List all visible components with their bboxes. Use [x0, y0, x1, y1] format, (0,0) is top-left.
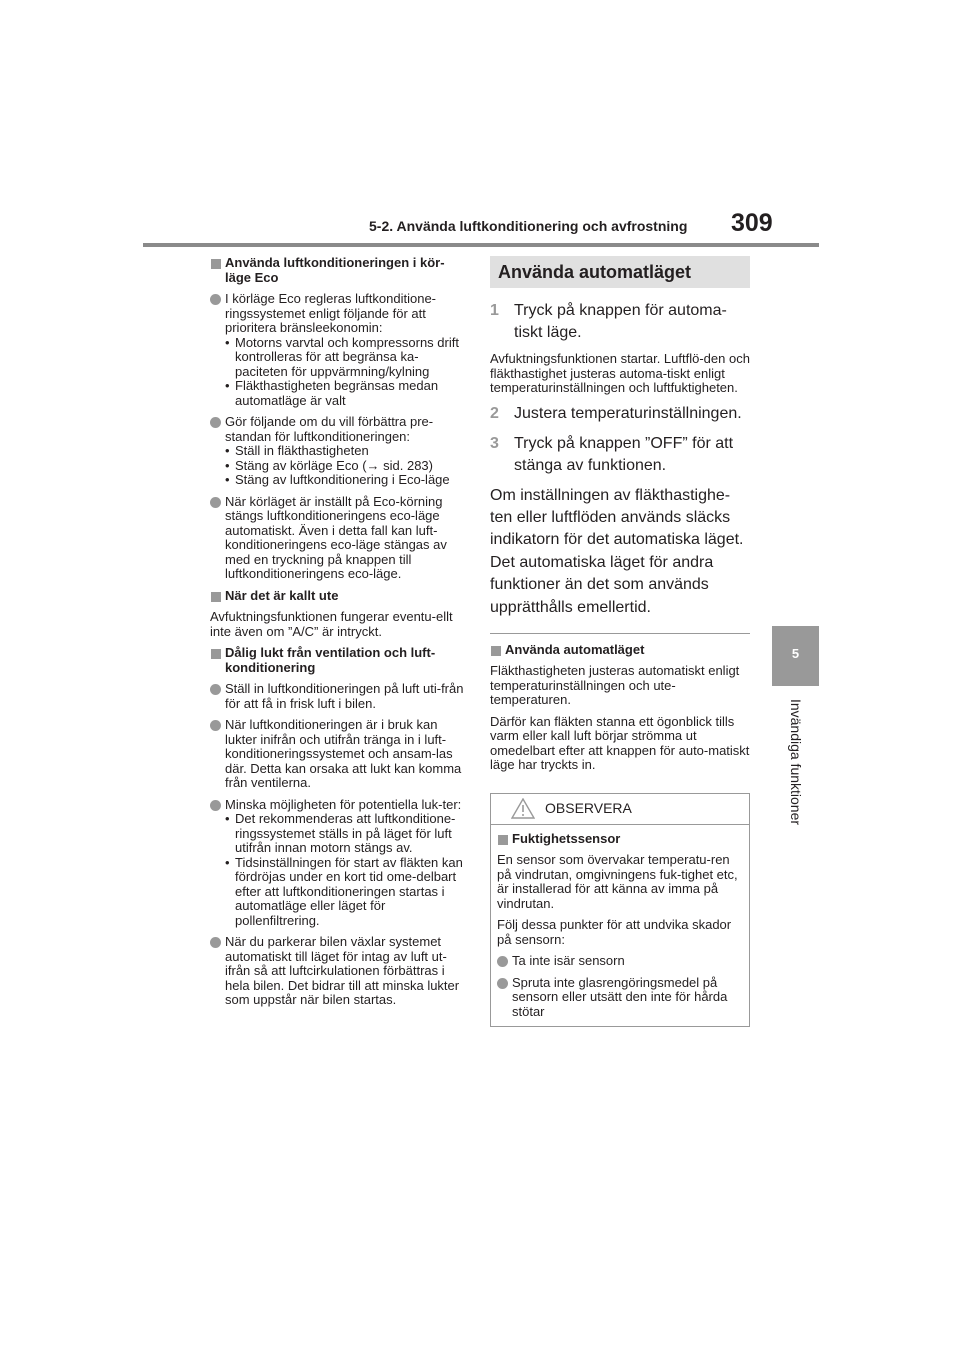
square-bullet-icon [491, 646, 501, 656]
circle-bullet-icon [210, 937, 221, 948]
square-bullet-icon [211, 592, 221, 602]
section-title: 5-2. Använda luftkonditionering och avfrostning [369, 218, 688, 234]
step-1: 1 Tryck på knappen för automa-tiskt läge. [490, 302, 727, 341]
auto-paragraph-1: Fläkthastigheten justeras automatiskt enligt temperaturinställningen och ute-temperaturen. [490, 663, 740, 708]
eco-heading: Använda luftkonditioneringen i kör-läge Eco [210, 256, 466, 285]
circle-bullet-icon [210, 800, 221, 811]
chapter-label: Invändiga funktioner [788, 698, 804, 826]
smell-heading: Dålig lukt från ventilation och luft-konditionering [210, 646, 466, 675]
cold-heading: När det är kallt ute [210, 589, 466, 604]
observera-title: OBSERVERA [545, 799, 632, 816]
circle-bullet-icon [210, 497, 221, 508]
auto-mode-note: Om inställningen av fläkthastighe-ten eller luftflöden används släcks indikatorn för det automatiska läget. Det automatiska läget för andra funktioner än det som används upprätthålls emellertid. [490, 486, 744, 616]
list-item: När körläget är inställt på Eco-körning stängs luftkonditioneringens eco-läge automatiskt. Även i detta fall kan luft-konditioneringens eco-läge stängas av med en tryckning på knappen till luftkonditioneringens eco-läge. [210, 495, 466, 582]
section-band: Använda automatläget [490, 256, 750, 288]
step-2: 2 Justera temperaturinställningen. [490, 404, 742, 422]
circle-bullet-icon [497, 978, 508, 989]
square-bullet-icon [211, 259, 221, 269]
list-item: Spruta inte glasrengöringsmedel på sensorn eller utsätt den inte för hårda stötar [497, 976, 741, 1020]
circle-bullet-icon [497, 956, 508, 967]
list-item: I körläge Eco regleras luftkonditione-ringssystemet enligt följande för att prioritera bränsleekonomin: • Motorns varvtal och kompressorns drift kontrolleras för att begränsa ka-paciteten för uppvärmning/kylning • Fläkthastigheten begränsas medan automatläge är valt [210, 292, 466, 408]
list-item: Ställ in luftkonditioneringen på luft uti-från för att få in frisk luft i bilen. [210, 682, 466, 711]
cold-text: Avfuktningsfunktionen fungerar eventu-ellt inte även om ”A/C” är intryckt. [210, 609, 453, 639]
sensor-paragraph-2: Följ dessa punkter för att undvika skador på sensorn: [497, 917, 732, 947]
list-item: När luftkonditioneringen är i bruk kan lukter inifrån och utifrån tränga in i luft-konditioneringssystemet och ansam-las där. Detta kan orsaka att lukt kan komma från ventilerna. [210, 718, 466, 791]
auto-heading: Använda automatläget [490, 643, 750, 658]
right-column [490, 256, 750, 1027]
list-item: Gör följande om du vill förbättra pre-standan för luftkonditioneringen: • Ställ in fläkthastigheten • Stäng av körläge Eco (→ sid. 283) • Stäng av luftkonditionering i Eco-läge [210, 415, 466, 488]
warning-icon [511, 798, 535, 819]
divider [490, 633, 750, 634]
circle-bullet-icon [210, 294, 221, 305]
square-bullet-icon [211, 649, 221, 659]
left-column [210, 256, 466, 1015]
sensor-heading: Fuktighetssensor [497, 832, 741, 847]
circle-bullet-icon [210, 417, 221, 428]
list-item: När du parkerar bilen växlar systemet automatiskt till läget för intag av luft ut-ifrån så att luftcirkulationen förbättras i hela bilen. Det bidrar till att minska lukter som uppstår när bilen startas. [210, 935, 466, 1008]
page-number: 309 [731, 209, 773, 237]
circle-bullet-icon [210, 684, 221, 695]
step-3: 3 Tryck på knappen ”OFF” för att stänga av funktionen. [490, 434, 734, 474]
observera-box [490, 793, 750, 1028]
sensor-paragraph-1: En sensor som övervakar temperatu-ren på vindrutan, omgivningens fuk-tighet etc, är installerad för att känna av imma på vindrutan. [497, 852, 738, 911]
list-item: Ta inte isär sensorn [497, 954, 741, 969]
circle-bullet-icon [210, 720, 221, 731]
square-bullet-icon [498, 835, 508, 845]
step-1-note: Avfuktningsfunktionen startar. Luftflö-den och fläkthastighet justeras automa-tiskt enligt temperaturinställningen och luftfuktigheten. [490, 351, 750, 395]
header-divider [143, 243, 819, 247]
observera-header [491, 794, 749, 825]
list-item: Minska möjligheten för potentiella luk-ter: • Det rekommenderas att luftkonditione-ringssystemet ställs in på läget för luft utifrån innan motorn stängs av. • Tidsinställningen för start av fläkten kan fördröjas under en kort tid ome-delbart efter att luftkonditioneringen startas i automatläge eller läget för pollenfiltrering. [210, 798, 466, 929]
chapter-tab: 5 [772, 626, 819, 686]
auto-paragraph-2: Därför kan fläkten stanna ett ögonblick tills varm eller kall luft börjar strömma ut omedelbart efter att knappen för auto-matiskt läge har tryckts in. [490, 713, 750, 773]
